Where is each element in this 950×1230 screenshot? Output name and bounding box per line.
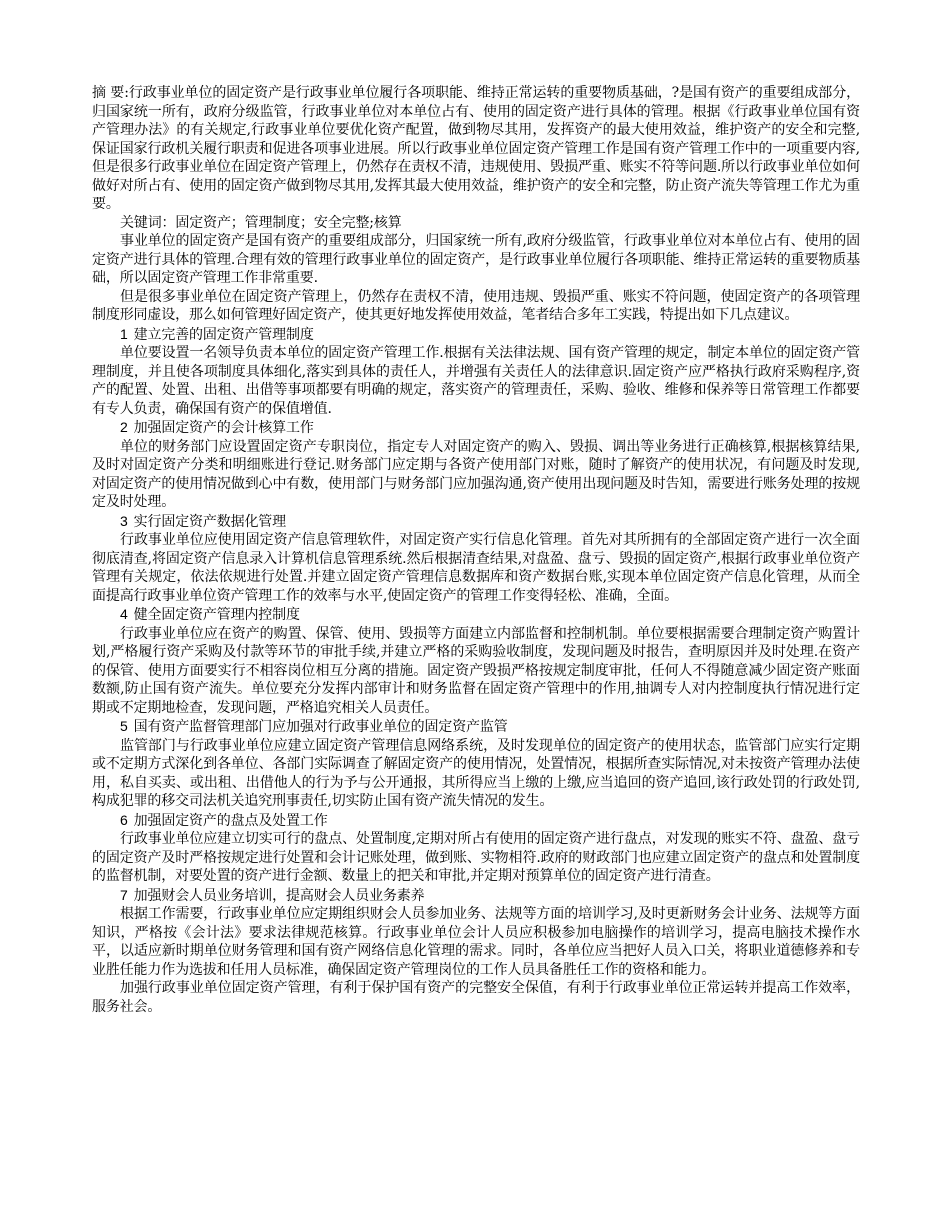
section-5-body: 监管部门与行政事业单位应建立固定资产管理信息网络系统，及时发现单位的固定资产的使用状态，监管部门应实行定期或不定期方式深化到各单位、各部门实际调查了解固定资产的使用情况，处置情况，根据所查实际情况,对未按资产管理办法使用，私自买卖、或出租、出借他人的行为予与公开通报，其所得应当上缴的上缴,应当追回的资产追回,该行政处罚的行政处罚,构成犯罪的移交司法机关追究刑事责任,切实防止国有资产流失情况的发生。 xyxy=(92,737,860,809)
section-2-body: 单位的财务部门应设置固定资产专职岗位，指定专人对固定资产的购入、毁损、调出等业务进行正确核算,根据核算结果,及时对固定资产分类和明细账进行登记.财务部门应定期与各资产使用部门对账，随时了解资产的使用状况，有问题及时发现,对固定资产的使用情况做到心中有数，使用部门与财务部门应加强沟通,资产使用出现问题及时告知，需要进行账务处理的按规定及时处理。 xyxy=(92,438,860,510)
section-title: 健全固定资产管理内控制度 xyxy=(133,607,300,623)
section-number: 5 xyxy=(120,718,128,734)
section-title: 加强财会人员业务培训，提高财会人员业务素养 xyxy=(133,887,425,904)
intro-paragraph-1: 事业单位的固定资产是国有资产的重要组成部分，归国家统一所有,政府分级监管，行政事业单位对本单位占有、使用的固定资产进行具体的管理.合理有效的管理行政事业单位的固定资产，是行政事业单位履行各项职能、维持正常运转的重要物质基础，所以固定资产管理工作非常重要. xyxy=(92,233,860,286)
keywords-line: 关键词：固定资产；管理制度；安全完整;核算 xyxy=(120,214,402,231)
section-6-heading xyxy=(92,811,860,831)
section-title: 建立完善的固定资产管理制度 xyxy=(133,326,314,343)
section-title: 国有资产监督管理部门应加强对行政事业单位的固定资产监管 xyxy=(133,719,508,735)
section-number: 7 xyxy=(120,886,128,903)
section-number: 3 xyxy=(120,512,128,529)
section-4-heading xyxy=(92,605,860,625)
section-3-body: 行政事业单位应使用固定资产信息管理软件，对固定资产实行信息化管理。首先对其所拥有的全部固定资产进行一次全面彻底清查,将固定资产信息录入计算机信息管理系统.然后根据清查结果,对盘盈、盘亏、毁损的固定资产,根据行政事业单位资产管理有关规定，依法依规进行处置.并建立固定资产管理信息数据库和资产数据台账,实现本单位固定资产信息化管理，从而全面提高行政事业单位资产管理工作的效率与水平,使固定资产的管理工作变得轻松、准确，全面。 xyxy=(92,532,860,604)
section-number: 4 xyxy=(120,606,128,622)
section-number: 2 xyxy=(120,419,128,435)
section-title: 加强固定资产的会计核算工作 xyxy=(133,420,314,436)
section-4-body: 行政事业单位应在资产的购置、保管、使用、毁损等方面建立内部监督和控制机制。单位要根据需要合理制定资产购置计划,严格履行资产采购及付款等环节的审批手续,并建立严格的采购验收制度，发现问题及时报告，查明原因并及时处理.在资产的保管、使用方面要实行不相容岗位相互分离的措施。固定资产毁损严格按规定制度审批，任何人不得随意减少固定资产账面数额,防止国有资产流失。单位要充分发挥内部审计和财务监督在固定资产管理中的作用,抽调专人对内控制度执行情况进行定期或不定期地检查，发现问题，严格追究相关人员责任。 xyxy=(92,625,860,716)
section-1-body: 单位要设置一名领导负责本单位的固定资产管理工作.根据有关法律法规、国有资产管理的规定，制定本单位的固定资产管理制度，并且使各项制度具体细化,落实到具体的责任人，并增强有关责任人的法律意识.固定资产应严格执行政府采购程序,资产的配置、处置、出租、出借等事项都要有明确的规定，落实资产的管理责任，采购、验收、维修和保养等日常管理工作都要有专人负责，确保国有资产的保值增值. xyxy=(92,345,860,417)
section-7-body: 根据工作需要，行政事业单位应定期组织财会人员参加业务、法规等方面的培训学习,及时更新财务会计业务、法规等方面知识，严格按《会计法》要求法律规范核算。行政事业单位会计人员应积极参加电脑操作的培训学习，提高电脑技术操作水平，以适应新时期单位财务管理和国有资产网络信息化管理的需求。同时，各单位应当把好人员入口关，将职业道德修养和专业胜任能力作为选拔和任用人员标准，确保固定资产管理岗位的工作人员具备胜任工作的资格和能力。 xyxy=(92,906,860,978)
intro-paragraph-2: 但是很多事业单位在固定资产管理上，仍然存在责权不清，使用违规、毁损严重、账实不符问题，使固定资产的各项管理制度形同虚设，那么如何管理好固定资产，使其更好地发挥使用效益，笔者结合多年工实践，特提出如下几点建议。 xyxy=(92,288,860,323)
section-title: 加强固定资产的盘点及处置工作 xyxy=(133,812,328,829)
section-6-body: 行政事业单位应建立切实可行的盘点、处置制度,定期对所占有使用的固定资产进行盘点，对发现的账实不符、盘盈、盘亏的固定资产及时严格按规定进行处置和会计记账处理，做到账、实物相符.政府的财政部门也应建立固定资产的盘点和处置制度的监督机制，对要处置的资产进行金额、数量上的把关和审批,并定期对预算单位的固定资产进行清查。 xyxy=(92,831,860,884)
conclusion-paragraph: 加强行政事业单位固定资产管理，有利于保护国有资产的完整安全保值，有利于行政事业单位正常运转并提高工作效率，服务社会。 xyxy=(92,980,860,1015)
section-5-heading xyxy=(92,717,860,737)
abstract-text: 行政事业单位的固定资产是行政事业单位履行各项职能、维持正常运转的重要物质基础，?是国有资产的重要组成部分，归国家统一所有，政府分级监管，行政事业单位对本单位占有、使用的固定资产进行具体的管理。根据《行政事业单位国有资产管理办法》的有关规定,行政事业单位要优化资产配置，做到物尽其用，发挥资产的最大使用效益，维护资产的安全和完整,保证国家行政机关履行职责和促进各项事业进展。所以行政事业单位固定资产管理工作是国有资产管理工作中的一项重要内容,但是很多行政事业单位在固定资产管理上，仍然存在责权不清，违规使用、毁损严重、账实不符等问题.所以行政事业单位如何做好对所占有、使用的固定资产做到物尽其用,发挥其最大使用效益，维护资产的安全和完整，防止资产流失等管理工作尤为重要。 xyxy=(92,85,860,212)
section-number: 1 xyxy=(120,325,128,342)
section-1-heading xyxy=(92,325,860,345)
section-title: 实行固定资产数据化管理 xyxy=(133,513,286,530)
abstract-label: 摘 要: xyxy=(92,85,129,101)
section-7-heading xyxy=(92,886,860,906)
section-2-heading xyxy=(92,418,860,438)
section-3-heading xyxy=(92,512,860,532)
section-number: 6 xyxy=(120,811,128,828)
article xyxy=(92,84,860,1016)
abstract-paragraph xyxy=(92,84,860,214)
